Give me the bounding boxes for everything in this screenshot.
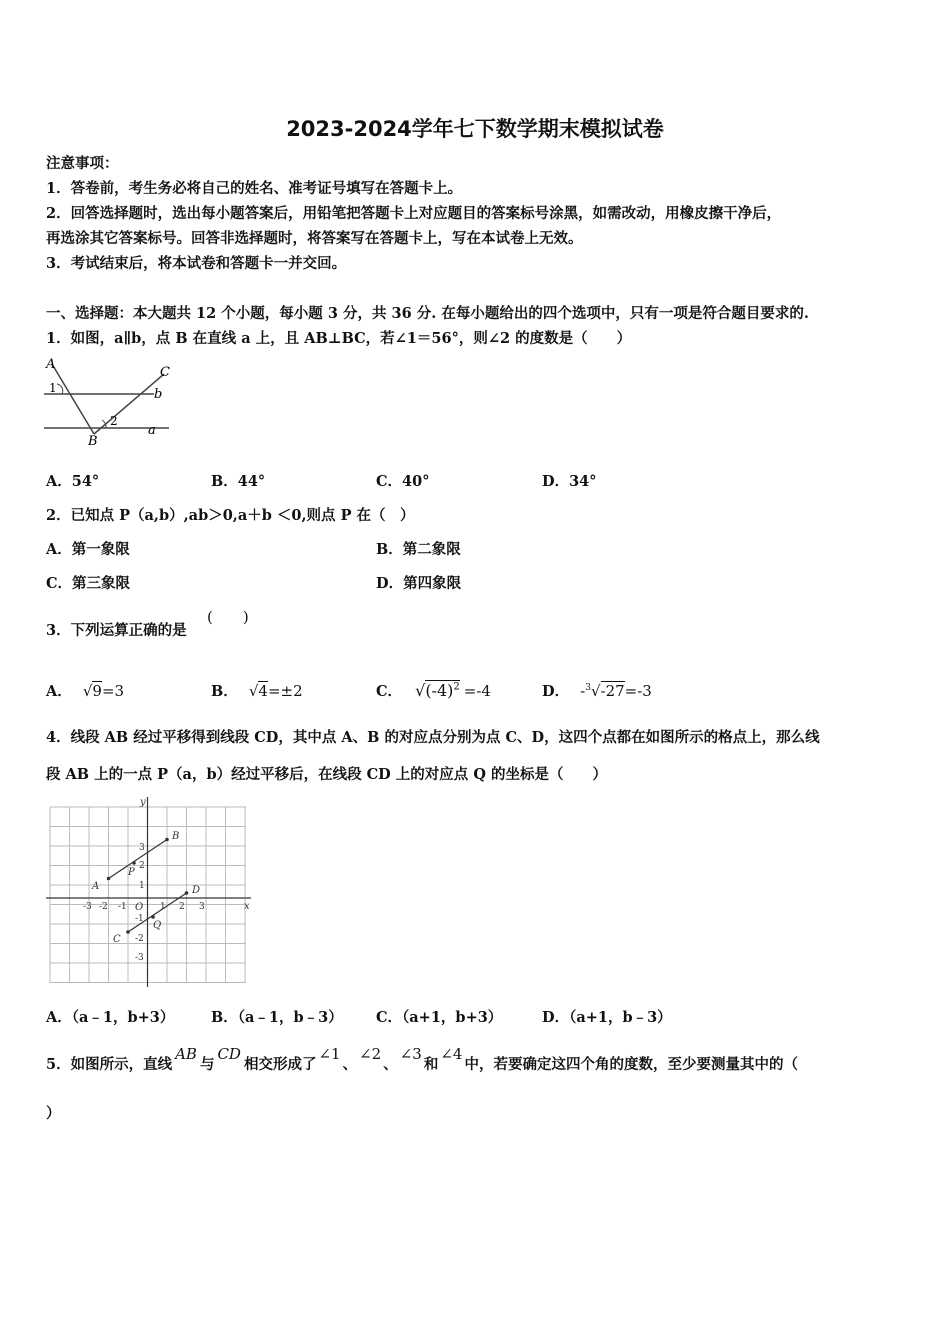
- q4-stem-line1: 4．线段 AB 经过平移得到线段 CD，其中点 A、B 的对应点分别为点 C、D，这四个点都在如图所示的格点上，那么线: [46, 729, 820, 746]
- q5-angle-2: ∠2: [359, 1045, 382, 1063]
- q5-sep2: 、: [383, 1056, 398, 1073]
- page-title: 2023-2024学年七下数学期末模拟试卷: [286, 117, 664, 141]
- point-B: [165, 838, 169, 842]
- notice-heading: 注意事项：: [46, 155, 119, 172]
- q4-stem-line2: 段 AB 上的一点 P（a，b）经过平移后，在线段 CD 上的对应点 Q 的坐标是（ ）: [46, 766, 608, 783]
- q5-AB: AB: [175, 1045, 197, 1063]
- label-2: 2: [110, 414, 118, 428]
- label-1: 1: [49, 381, 57, 395]
- q3-stem: 3．下列运算正确的是: [46, 622, 187, 639]
- label-B: B: [88, 434, 98, 448]
- q2-option-a[interactable]: A．第一象限: [46, 541, 130, 558]
- q3-option-b-rest: =±2: [267, 682, 303, 700]
- q5-angle-3: ∠3: [399, 1045, 422, 1063]
- q5-he: 和: [423, 1056, 439, 1073]
- q3-option-d-index: 3: [585, 683, 591, 694]
- q1-option-a[interactable]: A．54°: [46, 473, 100, 490]
- q3-option-d-rest: =-3: [624, 682, 652, 700]
- notice-item-2-cont: 再选涂其它答案标号。回答非选择题时，将答案写在答题卡上，写在本试卷上无效。: [46, 230, 583, 247]
- ytick--1: -1: [135, 914, 144, 924]
- q3-option-a-label: A．: [46, 683, 72, 700]
- q5-sep1: 、: [342, 1056, 358, 1073]
- q3-option-d-prefix: -: [580, 682, 586, 700]
- q4-option-c[interactable]: C．（a+1，b+3）: [376, 1009, 503, 1026]
- q1-stem: 1．如图，a∥b，点 B 在直线 a 上，且 AB⊥BC，若∠1＝56°，则∠2 的度数是（ ）: [46, 330, 632, 347]
- q3-option-b-radicand: 4: [258, 682, 268, 700]
- q2-option-b[interactable]: B．第二象限: [376, 541, 461, 558]
- ytick-3: 3: [139, 843, 145, 853]
- q5-prefix: 5．如图所示，直线: [46, 1056, 173, 1073]
- ytick--3: -3: [135, 953, 144, 963]
- q3-option-d[interactable]: D． -$^3$√-27=-3: [542, 682, 652, 700]
- q3-option-a[interactable]: A． √9=3: [46, 682, 125, 700]
- q1-figure: [44, 356, 179, 448]
- q3-option-c[interactable]: C． $√(-4)^2 =-4$: [376, 681, 491, 700]
- q5-close: ）: [46, 1105, 61, 1122]
- xtick--3: -3: [83, 902, 92, 912]
- q1-option-b[interactable]: B．44°: [211, 473, 266, 490]
- xtick--1: -1: [118, 902, 127, 912]
- q5-angle-4: ∠4: [440, 1045, 463, 1063]
- xtick-1: 1: [160, 902, 166, 912]
- q4-grid-figure: [46, 797, 256, 989]
- label-a: a: [148, 423, 156, 438]
- notice-item-3: 3．考试结束后，将本试卷和答题卡一并交回。: [46, 255, 347, 272]
- q4-option-b[interactable]: B．（a﹣1，b﹣3）: [211, 1009, 343, 1026]
- label-b: b: [154, 387, 163, 402]
- notice-item-2: 2．回答选择题时，选出每小题答案后，用铅笔把答题卡上对应题目的答案标号涂黑，如需改动，用橡皮擦干净后，: [46, 205, 782, 222]
- segment-AB: [109, 840, 168, 879]
- q3-option-c-exponent: 2: [453, 681, 460, 693]
- q5-yu: 与: [199, 1056, 215, 1073]
- xtick-3: 3: [199, 902, 205, 912]
- label-C: C: [160, 365, 170, 380]
- point-P: [132, 861, 136, 865]
- q2-stem: 2．已知点 P（a,b）,ab＞0,a＋b ＜0,则点 P 在（ ）: [46, 507, 415, 524]
- ytick--2: -2: [135, 934, 144, 944]
- q2-option-d[interactable]: D．第四象限: [376, 575, 462, 592]
- q5-mid: 相交形成了: [243, 1056, 317, 1073]
- label-A: A: [92, 881, 100, 892]
- xtick--2: -2: [99, 902, 108, 912]
- q3-option-c-radicand: (-4): [425, 681, 454, 700]
- segment-AB: [52, 364, 94, 434]
- q3-option-b-label: B．: [211, 683, 238, 700]
- q3-option-c-rest: =-4: [463, 682, 491, 700]
- ytick-2: 2: [139, 861, 145, 871]
- q5-suffix: 中，若要确定这四个角的度数，至少要测量其中的（: [464, 1056, 798, 1073]
- q4-option-d[interactable]: D．（a+1，b﹣3）: [542, 1009, 672, 1026]
- q2-option-c[interactable]: C．第三象限: [46, 575, 131, 592]
- q3-option-a-radicand: 9: [92, 682, 102, 700]
- ytick-1: 1: [139, 881, 145, 891]
- angle-1-arc: [57, 384, 63, 394]
- label-P: P: [128, 867, 135, 878]
- q3-option-a-rest: =3: [101, 682, 125, 700]
- q5-CD: CD: [217, 1045, 241, 1063]
- point-D: [185, 891, 189, 895]
- q5-angle-1: ∠1: [318, 1045, 341, 1063]
- q3-option-d-label: D．: [542, 683, 570, 700]
- notice-item-1: 1．答卷前，考生务必将自己的姓名、准考证号填写在答题卡上。: [46, 180, 463, 197]
- q3-option-c-label: C．: [376, 683, 403, 700]
- q3-option-b[interactable]: B． √4=±2: [211, 682, 303, 700]
- q4-option-a[interactable]: A．（a﹣1，b+3）: [46, 1009, 175, 1026]
- q3-option-d-radicand: -27: [600, 682, 625, 700]
- label-O: O: [135, 902, 144, 913]
- xtick-2: 2: [179, 902, 185, 912]
- point-A: [107, 877, 111, 881]
- q5-stem: [46, 1045, 798, 1074]
- label-A: A: [46, 357, 56, 372]
- point-Q: [151, 915, 155, 919]
- point-C: [126, 930, 130, 934]
- q3-paren: ( ): [207, 608, 249, 626]
- q1-option-d[interactable]: D．34°: [542, 473, 597, 490]
- label-Q: Q: [153, 920, 162, 931]
- label-C: C: [113, 934, 121, 945]
- label-x: x: [244, 901, 250, 912]
- label-y: y: [140, 797, 146, 808]
- q1-option-c[interactable]: C．40°: [376, 473, 430, 490]
- section-heading: 一、选择题：本大题共 12 个小题，每小题 3 分，共 36 分. 在每小题给出的四个选项中，只有一项是符合题目要求的.: [46, 305, 809, 322]
- label-D: D: [192, 885, 201, 896]
- label-B: B: [172, 831, 180, 842]
